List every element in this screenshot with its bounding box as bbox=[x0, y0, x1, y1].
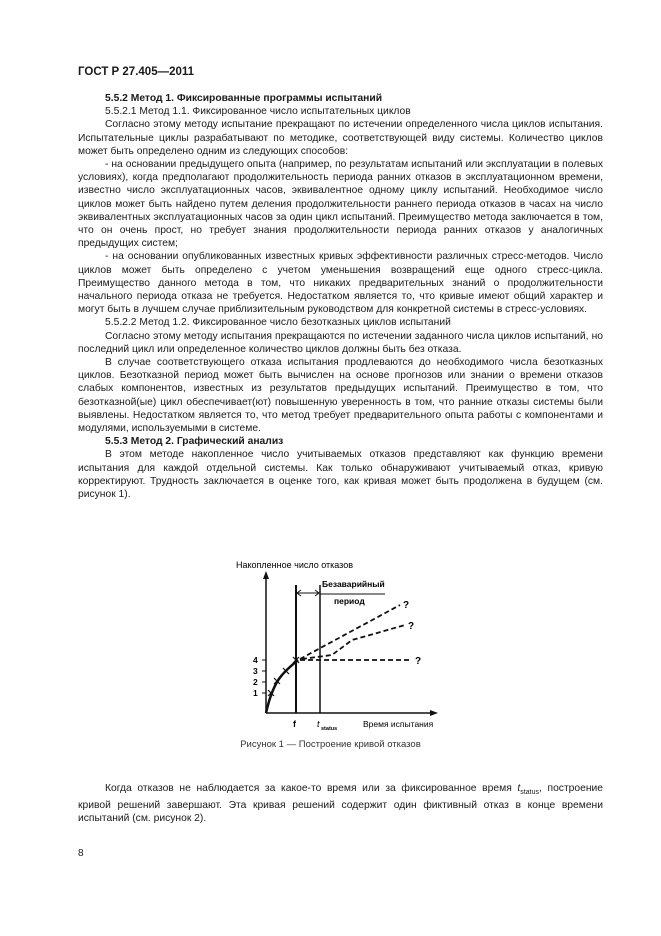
question-mark-middle: ? bbox=[408, 621, 415, 632]
y-tick-3: 3 bbox=[253, 666, 258, 676]
failure-curve-solid bbox=[266, 660, 298, 713]
document-header: ГОСТ Р 27.405—2011 bbox=[78, 66, 195, 78]
paragraph: В этом методе накопленное число учитываемых отказов представляют как функцию времени испытания для каждой отдельной системы. Как только обнаруживают учитываемый отказ, кривую корректируют. Трудность заключается в оценке того, как кривая может быть продолжена в будущем (см. рисунок 1). bbox=[78, 449, 603, 501]
question-mark-lower: ? bbox=[415, 656, 422, 667]
document-body bbox=[78, 92, 603, 501]
x-tick-t-status-sub: status bbox=[321, 726, 338, 732]
extrapolation-upper bbox=[300, 605, 400, 659]
y-tick-4: 4 bbox=[253, 655, 258, 665]
x-axis-label: Время испытания bbox=[363, 719, 434, 729]
figure-failure-curve bbox=[220, 555, 460, 735]
y-axis-arrow-icon bbox=[263, 571, 269, 579]
closing-paragraph: Когда отказов не наблюдается за какое-то время или за фиксированное время $t_{status}$, построение кривой решений завершают. Эта кривая решений содержит один фиктивный отказ в конце времени испытаний (см. рисунок 2). bbox=[78, 783, 604, 825]
x-axis-arrow-icon bbox=[430, 710, 438, 716]
paragraph: Согласно этому методу испытание прекращают по истечении определенного числа циклов испытания. Испытательные циклы разрабатывают по методике, соответствующей виду системы. Количество циклов может быть определено одним из следующих способов: bbox=[78, 119, 603, 157]
paragraph: - на основании предыдущего опыта (например, по результатам испытаний или эксплуатации в полевых условиях), когда предполагают продолжительность периода ранних отказов в эксплуатационном времени, известно число эксплуатационных часов, эквивалентное одному циклу испытаний. Необходимое число циклов может быть найдено путем деления продолжительности раннего периода отказов в часах на число эквивалентных эксплуатационных часов за один цикл испытаний. Преимущество метода заключается в том, что он очень прост, но требует знания продолжительности периода ранних отказов у аналогичных предыдущих систем; bbox=[78, 159, 603, 250]
paragraph: - на основании опубликованных известных кривых эффективности различных стресс-методов. Число циклов может быть определено с учетом уменьшения возвращений еще одного стресс-цикла. Преимущество данного метода в том, что никаких предварительных знаний о продолжительности начального периода отказа не требуется. Недостатком является то, что кривые имеют общий характер и могут быть в лучшем случае приблизительным руководством для конкретной системы в стресс-условиях. bbox=[78, 251, 603, 316]
subsection-heading-5-5-2-1: 5.5.2.1 Метод 1.1. Фиксированное число испытательных циклов bbox=[105, 106, 411, 118]
page-number: 8 bbox=[78, 848, 84, 859]
paragraph: В случае соответствующего отказа испытания продлеваются до необходимого числа безотказных циклов. Безотказной период может быть вычислен на основе прогнозов или знании о времени отказов слабых компонентов, известных из результатов предыдущих испытаний. Преимущество в том, что безотказной(ые) цикл обеспечивает(ют) повышенную уверенность в том, что ранние отказы системы были выявлены. Недостатком является то, что метод требует предварительного опыта работы с компонентами и модулями, используемыми в системе. bbox=[78, 357, 603, 435]
period-label-2: период bbox=[334, 596, 365, 606]
period-label-1: Безаварийный bbox=[322, 579, 385, 589]
section-heading-5-5-2: 5.5.2 Метод 1. Фиксированные программы испытаний bbox=[105, 93, 383, 104]
y-tick-1: 1 bbox=[253, 688, 258, 698]
x-tick-f: f bbox=[293, 719, 296, 729]
y-tick-2: 2 bbox=[253, 677, 258, 687]
paragraph: Согласно этому методу испытания прекращаются по истечении заданного числа циклов испытаний, но последний цикл или определенное количество циклов должны быть без отказа. bbox=[78, 330, 603, 355]
y-axis-label: Накопленное число отказов bbox=[236, 560, 353, 570]
subsection-heading-5-5-2-2: 5.5.2.2 Метод 1.2. Фиксированное число безотказных циклов испытаний bbox=[105, 317, 451, 329]
section-heading-5-5-3: 5.5.3 Метод 2. Графический анализ bbox=[105, 436, 284, 448]
figure-caption: Рисунок 1 — Построение кривой отказов bbox=[240, 739, 421, 750]
failure-curve-diagram bbox=[220, 555, 460, 735]
x-tick-t-status: t bbox=[317, 719, 320, 729]
question-mark-upper: ? bbox=[403, 600, 410, 611]
t-status-symbol: t bbox=[517, 783, 521, 794]
